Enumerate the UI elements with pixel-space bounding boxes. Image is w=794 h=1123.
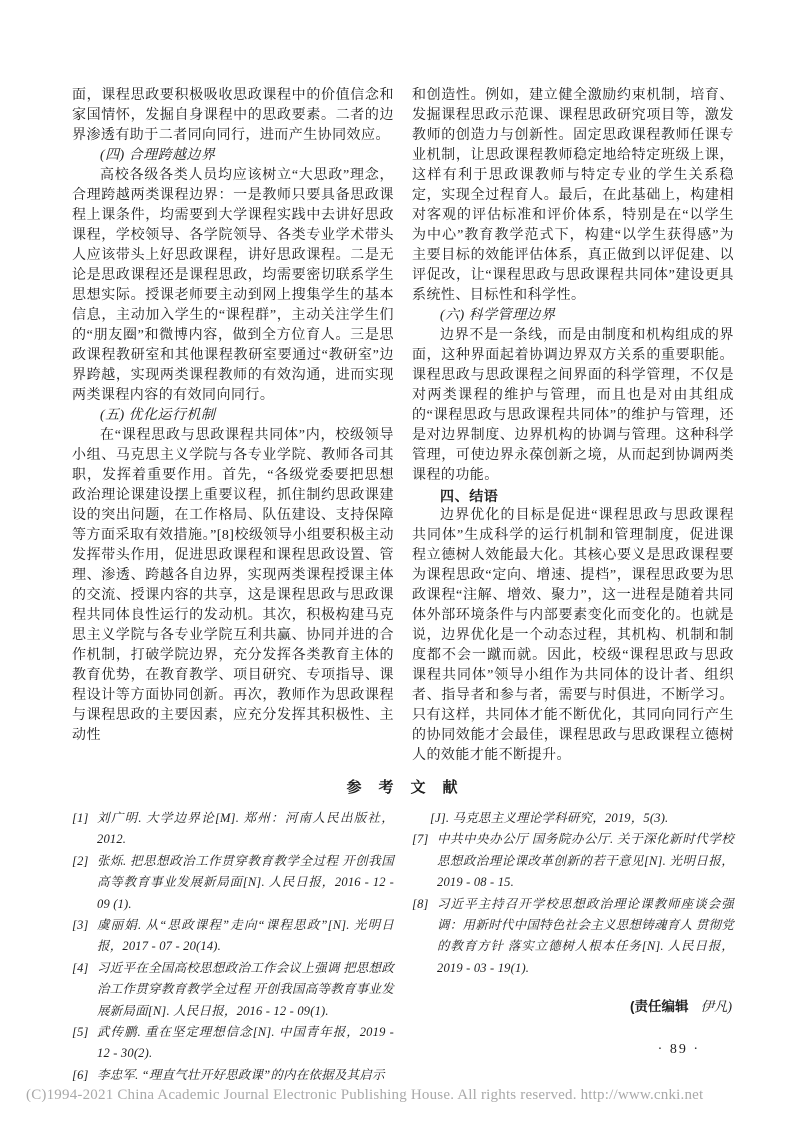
reference-text: 习近平主持召开学校思想政治理论课教师座谈会强调：用新时代中国特色社会主义思想铸魂育人 贯彻党的教育方针 落实立德树人根本任务[N]. 人民日报，2019 - 03 - 19(1). (437, 896, 734, 975)
reference-label: [6] (72, 1067, 89, 1082)
copyright-footer: (C)1994-2021 China Academic Journal Electronic Publishing House. All rights reserved. http://www.cnki.net (26, 1087, 704, 1103)
reference-item (72, 915, 394, 958)
reference-label: [8] (412, 896, 429, 911)
body-paragraph: 边界优化的目标是促进“课程思政与思政课程共同体”生成科学的运行机制和管理制度，促进课程立德树人效能最大化。其核心要义是思政课程要为课程思政“定向、增速、提档”，课程思政要为思政课程“注解、增效、聚力”，这一进程是随着共同体外部环境条件与内部要素变化而变化的。也就是说，边界优化是一个动态过程，其机构、机制和制度都不会一蹴而就。因此，校级“课程思政与思政课程共同体”领导小组作为共同体的设计者、组织者、指导者和参与者，需要与时俱进，不断学习。只有这样，共同体才能不断优化，其同向同行产生的协同效能才会最佳，课程思政与思政课程立德树人的效能才能不断提升。 (412, 508, 734, 763)
reference-text: 刘广明. 大学边界论[M]. 郑州：河南人民出版社，2012. (97, 811, 394, 847)
page-content (72, 86, 733, 1086)
reference-label: [7] (412, 832, 429, 847)
body-paragraph: 面，课程思政要积极吸收思政课程中的价值信念和家国情怀，发掘自身课程中的思政要素。二者的边界渗透有助于二者同向同行，进而产生协同效应。 (72, 88, 394, 143)
reference-label: [2] (72, 853, 89, 868)
editor-label: (责任编辑 (630, 999, 689, 1015)
reference-label: [1] (72, 811, 89, 825)
body-paragraph: 边界不是一条线，而是由制度和机构组成的界面，这种界面起着协调边界双方关系的重要职能。课程思政与思政课程之间界面的科学管理，不仅是对两类课程的维护与管理，而且也是对由其组成的“课程思政与思政课程共同体”的维护与管理，还是对边界制度、边界机构的协调与管理。这种科学管理，可使边界永葆创新之境，从而起到协调两类课程的功能。 (412, 328, 734, 483)
reference-item (72, 1065, 394, 1086)
body-paragraph: 和创造性。例如，建立健全激励约束机制，培育、发掘课程思政示范课、课程思政研究项目等，激发教师的创造力与创新性。固定思政课程教师任课专业机制，让思政课程教师稳定地给特定班级上课，这样有利于思政课教师与特定专业的学生关系稳定，实现全过程育人。最后，在此基础上，构建相对客观的评估标准和评价体系，特别是在“以学生为中心”教育教学范式下，构建“以学生获得感”为主要目标的效能评估体系，真正做到以评促建、以评促改，让“课程思政与思政课程共同体”建设更具系统性、目标性和科学性。 (412, 88, 734, 303)
reference-text: 虞丽娟. 从“思政课程”走向“课程思政”[N]. 光明日报，2017 - 07 - 20(14). (97, 918, 394, 954)
subsection-heading-5: (五) 优化运行机制 (100, 408, 216, 423)
reference-label: [5] (72, 1025, 89, 1040)
reference-label: [4] (72, 960, 89, 975)
reference-item (72, 808, 394, 851)
body-columns (72, 86, 733, 766)
references-left-column (72, 808, 394, 1086)
right-column (412, 86, 734, 766)
reference-text: 习近平在全国高校思想政治工作会议上强调 把思想政治工作贯穿教育教学全过程 开创我国高等教育事业发展新局面[N]. 人民日报，2016 - 12 - 09(1). (97, 960, 394, 1018)
reference-item-continuation (412, 808, 734, 829)
page-number: · 89 · (657, 1042, 700, 1057)
reference-text: 李忠军. “理直气壮开好思政课”的内在依据及其启示 (97, 1067, 385, 1082)
reference-item (412, 894, 734, 980)
reference-item (72, 851, 394, 915)
subsection-heading-4: (四) 合理跨越边界 (100, 148, 216, 163)
reference-text: [J]. 马克思主义理论学科研究，2019，5(3). (430, 811, 669, 825)
body-paragraph: 高校各级各类人员均应该树立“大思政”理念，合理跨越两类课程边界：一是教师只要具备思政课程上课条件，均需要到大学课程实践中去讲好思政课程，学校领导、各学院领导、各类专业学术带头人应该带头上好思政课程，讲好思政课程。二是无论是思政课程还是课程思政，均需要密切联系学生思想实际。授课老师要主动到网上搜集学生的基本信息，主动加入学生的“课程群”，主动关注学生们的“朋友圈”和微博内容，做到全方位育人。三是思政课程教研室和其他课程教研室要通过“教研室”边界跨越，实现两类课程教师的有效沟通，进而实现两类课程内容的有效同向同行。 (72, 168, 394, 403)
reference-item (412, 829, 734, 893)
reference-text: 张烁. 把思想政治工作贯穿教育教学全过程 开创我国高等教育事业发展新局面[N]. 人民日报，2016 - 12 - 09 (1). (97, 853, 394, 911)
conclusion-heading: 四、结语 (440, 488, 499, 504)
editor-name: 伊凡) (700, 999, 732, 1015)
body-paragraph: 在“课程思政与思政课程共同体”内，校级领导小组、马克思主义学院与各专业学院、教师各司其职，发挥着重要作用。首先，“各级党委要把思想政治理论课建设摆上重要议程，抓住制约思政课建设的突出问题，在工作格局、队伍建设、支持保障等方面采取有效措施。”[8]校级领导小组要积极主动发挥带头作用，促进思政课程和课程思政设置、管理、渗透、跨越各自边界，实现两类课程授课主体的交流、授课内容的共享，这是课程思政与思政课程共同体良性运行的发动机。其次，积极构建马克思主义学院与各专业学院互利共赢、协同并进的合作机制，打破学院边界，充分发挥各类教育主体的教育优势，在教育教学、项目研究、专项指导、课程设计等方面协同创新。再次，教师作为思政课程与课程思政的主要因素，应充分发挥其积极性、主动性 (72, 428, 394, 743)
reference-item (72, 958, 394, 1022)
references-section (72, 808, 733, 1086)
reference-label: [3] (72, 918, 89, 933)
left-column (72, 86, 394, 766)
editor-note (412, 995, 732, 1015)
reference-text: 中共中央办公厅 国务院办公厅. 关于深化新时代学校思想政治理论课改革创新的若干意见[N]. 光明日报，2019 - 08 - 15. (437, 832, 734, 890)
references-heading: 参 考 文 献 (346, 779, 459, 796)
reference-text: 武传鹏. 重在坚定理想信念[N]. 中国青年报，2019 - 12 - 30(2). (97, 1025, 394, 1061)
subsection-heading-6: (六) 科学管理边界 (440, 308, 556, 323)
reference-item (72, 1022, 394, 1065)
